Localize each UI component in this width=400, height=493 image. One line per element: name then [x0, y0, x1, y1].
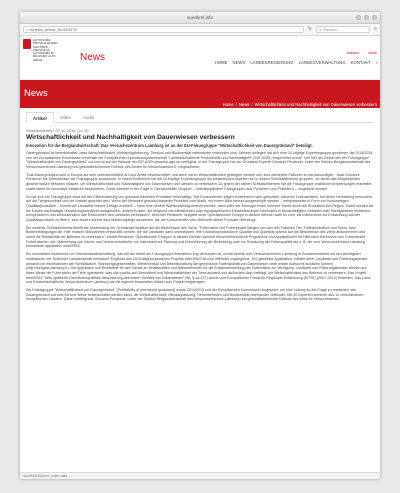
article-headline: Wirtschaftlichkeit und Nachhaltigkeit von Dauerwiesen verbessern	[26, 134, 235, 141]
address-bar[interactable]: <<&news_article_id=563476	[23, 26, 304, 33]
menu-icon[interactable]: ≡	[374, 26, 377, 32]
breadcrumb-separator: /	[251, 102, 253, 107]
tab-artikel[interactable]: Artikel	[26, 112, 54, 123]
banner-title: News	[24, 88, 48, 99]
browser-statusbar: =&tc5624l76&sort_order=date...	[20, 472, 380, 479]
nav-item-landesverwaltung[interactable]: LANDESVERWALTUNG	[298, 60, 346, 65]
lang-divider: |	[363, 50, 365, 55]
article-body	[20, 123, 380, 302]
breadcrumb	[223, 102, 377, 107]
page-banner	[20, 80, 380, 108]
reload-icon[interactable]: ↻	[307, 26, 313, 32]
breadcrumb-home[interactable]: Home	[222, 102, 234, 107]
article-paragraph: Ein innovatives Instrument zur Grünlandbewirtschaftung, das mit der Arbeit der Fokusgruppe thematisch eng verbunden ist, wurde bereits vom Versuchszentrum Laimburg in Zusammenarbeit mit den wichtigsten Institutionen der Südtiroler Landwirtschaft entwickelt: Ergebnis des 2015 abgeschlossenen Projekts webGRAS ist eine öffentlich zugängliche, GIS-gestützte Applikation, mithilfe derer Landwirte und Fütterungsberater anhand von Informationen wie Schnittdatum, Standortgegebenheiten, Wetterverlauf und Bewirtschaftung die gemessene Futterqualität von Dauerwiesen beim ersten Aufwuchs schätzen können (http://webgras.laimburg.it). Die Applikation soll Richtwerte für den Gehalt an Inhaltsstoffen und Nährelementen für die Zusammenstellung der Futterration zur Verfügung. Landwirte und Fütterungsberater können auf diese Weise die Futterration der Tiere optimieren, was sich positiv auf Gesundheit und Wirtschaftlichkeit der Tiere auswirkt und außerdem dazu beiträgt, die Wirtschaftlichkeit des Betriebs zu verbessern. Das Projekt webGRAS "Web-gestützte Grundfutterqualitäts-Abschätzung des ersten Schnitts von Dauerwiesen" (Nr. 5-1a-237) wurde vom Europäischen Fonds für Regionale Entwicklung (EFRE) (2007–2013) finanziert. Das Land- und Forstwirtschaftliche Versuchszentrum Laimburg hat mit eigenen finanziellen Mitteln zum Projekt beigetragen.	[26, 252, 372, 285]
search-placeholder: Suchen	[323, 27, 337, 32]
nav-search-icon[interactable]: ⌕	[375, 60, 378, 65]
article-dateline: Verschiedenes | 07.10.2016 | 11:10	[26, 128, 89, 133]
article-paragraph: So hat sich die Fokusgruppe etwa mit der Differenzierung von grasland-basierten Produkten beschäftigt: "Die Konsumenten fragen zunehmend nach gesunden, sicheren Lebensmitteln, bei deren Herstellung besonders auf die Tiergesundheit und die Umwelt geachtet wird. Wenn der Mehrwert grasland-basierter Produkte vom Markt, mit einem Blick besser ausgeschöpft werden – beispielsweise in Form von hochwertigen Qualitätsprodukten – könnte die Landwirte höhere Erträge erzielen" – kann eine höhere Wertschöpfung erreicht werden, dann zieht der Erzeuger einen höheren Vorteil durch die Produktion der Region. Damit würden sie die Kosten nachhaltiger Herstellungsverfahren ausgleichen, andere Kosten, die aufgrund von klimatischen oder topographischen Einschränkungen besonders in benachteiligten Gebieten oder Randgebieten entstehen, kompensieren und schlussendlich das Einkommen des Landwirts verbessern", berichtet Peratoner. Aufgabe einer Operationellen Gruppe in diesem Bereich wäre es zum, als Instrumente zur Entwicklung solcher Qualitätsprodukte zu liefern, eine andere könnte eine Marktvorgänge auswerten, die die Konsumenten vom Mehrwert dieser Produkte überzeugt.	[26, 194, 374, 222]
close-icon[interactable]	[372, 15, 377, 20]
nav-item-kontakt[interactable]: KONTAKT	[350, 60, 371, 65]
address-toolbar	[20, 24, 380, 36]
article-tabs	[26, 112, 374, 123]
maximize-icon[interactable]	[364, 15, 369, 20]
browser-window	[20, 12, 380, 479]
article-paragraph: Die Fokusgruppe "Wirtschaftlichkeit von Dauergrünland" (Profitability of permanent grassland) wurde 2014/2015 von der Europäischen Kommission eingesetzt, um eine Lösung zu der Frage zu erarbeiten, wie Dauergrünland auf eine Art und Weise bewirtschaftet werden kann, die Wirtschaftlichkeit, Klimaanpassung, Tierumbefinden und Biodiversität miteinander verbindet. Die 20 Experten kommen aus 14 verschiedenen europäischen Ländern. Daran beteiligt war Giovanni Peratoner, Leiter der Sektion Berglandwirtschaft des Versuchszentrums Laimburg und geschäftsführender Direktor des Amts für Versuchswesen.	[26, 288, 364, 302]
province-logo[interactable]	[23, 39, 61, 62]
lang-link-italiano[interactable]: italiano	[346, 50, 360, 55]
site-header	[20, 36, 380, 80]
nav-item-news[interactable]: NEWS	[232, 60, 246, 65]
main-navigation	[215, 60, 378, 65]
nav-item-home[interactable]: HOME	[214, 60, 228, 65]
article-paragraph: Dauergrünland ist bewirtschaftet, dass Wirtschaftlichkeit, Klimatolöglicherung, Tierwohl und Biodiversität miteinander verbunden sind: Diesem Anliegen hat sich eine 20-köpfige Expertengruppe gewidmet, die 2014/2015 von der Europäischen Kommission innerhalb der Europäischen Innovationspartnerschaft "Landwirtschaftliche Produktivität und Nachhaltigkeit" (EIP-AGRI) eingerichtet wurde. Von hier der Einberufer der Fokusgruppe "Wirtschaftlichkeit von Dauergrünland" vor und ist auf der Website der EIP-AGRI www.eip-agri.eu verfügbar. In der Fokusgruppe hat der Grünland-Experte Giovanni Peratoner, Leiter der Sektion Berglandwirtschaft des Versuchszentrums Laimburg und geschäftsführender Direktor des Amtes für Versuchswesen E. mitgearbeitet.	[26, 151, 373, 169]
language-switcher	[344, 50, 377, 55]
lang-link-ladin[interactable]: ladin	[368, 50, 377, 55]
browser-search-input[interactable]	[316, 26, 370, 33]
breadcrumb-separator: /	[235, 102, 237, 107]
breadcrumb-current: Wirtschaftlichkeit und Nachhaltigkeit von Dauerwiesen verbessern	[254, 102, 377, 107]
browser-titlebar	[20, 12, 380, 24]
nav-item-landesregierung[interactable]: LANDESREGIERUNG	[250, 60, 294, 65]
search-icon: ⌕	[319, 27, 322, 32]
tab-video[interactable]: Video	[59, 115, 71, 120]
logo-text: AUTONOME PROVINZ BOZEN SÜDTIROL · PROVINCIA AUTONOMA DI BOLZANO ALTO ADIGE	[33, 38, 58, 62]
window-controls	[356, 15, 377, 20]
article-lead: Innovation für die Berglandwirtschaft: Das Versuchszentrum Laimburg ist an der EU-Fokusgruppe "Wirtschaftlichkeit von Dauergrünland" beteiligt.	[26, 143, 313, 148]
minimize-icon[interactable]	[356, 15, 361, 20]
site-section-title[interactable]: News	[80, 52, 106, 63]
breadcrumb-news[interactable]: News	[238, 102, 250, 107]
tab-audio[interactable]: Audio	[82, 115, 95, 120]
window-title: suedtirol.info	[186, 15, 214, 20]
article-paragraph: Ein weiteres Schlüsselthema betrifft die Abstimmung der Grünlandproduktion auf die Bedürfnisse des Viehs: "Futterration und Futterbedarf hängen von den drei Faktoren Tier, Futterproduktion und Klima- bzw. Bodenbedingungen ab. Hier müssen Maßnahmen entwickelt werden, die die Landwirte dann unterstützen, ihre Grünlandproduktion in Qualität und Quantität optimal auf die Bedürfnisse des Viehs abzustimmen und damit die Rentabilität der Betriebe zu verbessern", erklärt Peratoner. Operationelle Gruppen in diesem Bereich könnten benutzerfreundliche Programme und Applikationen für Hilfe beim Berechnen von Futterbedarf, Futterrationen, der Optimierung von Vierhin und Viehen entwickeln, ein Instrument zur Planung und Durchführung der Beweidung oder zur Schätzung der Futterqualität wie z. B. die vom Versuchszentrum Laimburg entwickelte Applikation webGRAS.	[26, 225, 366, 249]
article-paragraph: "Das Dauergrünland wird in Europa auf sehr unterschiedliche Art und Weise bewirtschaftet, und wenn deren Wirtschaftlichkeit gesteigert werden soll, sind zahlreiche Faktoren zu berücksichtigen", fasst Giovanni Peratoner die Erkenntnisse der Fokusgruppe zusammen. In einem Endbericht hat die 20-köpfige Expertengruppe die wesentlichen Aspekte nun in sieben Schlüsselthemen gruppiert, an denen alle Möglichkeiten gleichermaßen behoben müssen, um Wirtschaftlichkeit und Nachhaltigkeit von Dauerwiesen und -weiden zu verbessern. Zu jedem der sieben Schlüsselthemen hat die Fokusgruppe praktische Empfehlungen erarbeitet sowie Ideen für innovative Initiativen beschrieben. Diese könnten in der Folge in Operationellen Gruppen – interdisziplinären Fachgruppen aus Forschern und Praktikern – umgesetzt werden.	[26, 172, 372, 191]
eagle-crest-icon	[23, 39, 31, 49]
